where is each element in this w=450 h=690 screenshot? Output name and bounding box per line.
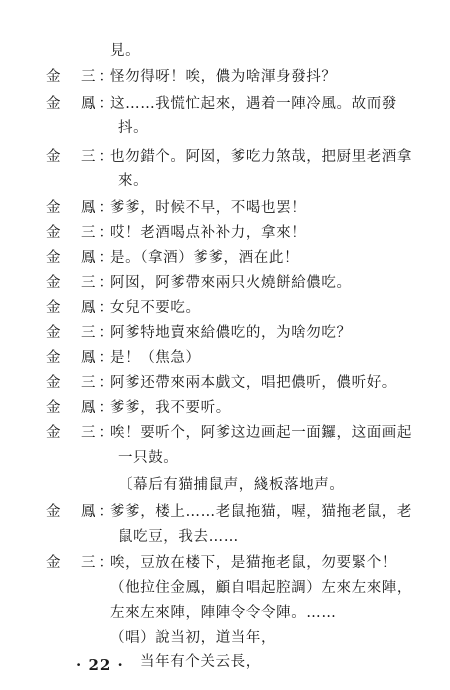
speaker-label: 金 三： <box>46 225 116 241</box>
speaker-label: 金 三： <box>46 325 116 341</box>
dialogue-text: 爹爹，楼上……老鼠拖猫，喔，猫拖老鼠，老 <box>110 504 412 520</box>
dialogue-text: 是。（拿酒）爹爹，酒在此！ <box>110 250 300 266</box>
speaker-label: 金 鳳： <box>46 400 116 416</box>
speaker-label: 金 鳳： <box>46 200 116 216</box>
speaker-label: 金 三： <box>46 555 116 571</box>
dialogue-text: 抖。 <box>118 120 149 136</box>
speaker-label: 金 三： <box>46 69 116 85</box>
speaker-label: 金 三： <box>46 149 116 165</box>
speaker-label: 金 三： <box>46 275 116 291</box>
dialogue-text: 这……我慌忙起來，遇着一陣冷風。故而發 <box>110 96 397 112</box>
speaker-label: 金 鳳： <box>46 96 116 112</box>
dialogue-text: 一只鼓。 <box>118 450 179 466</box>
speaker-label: 金 鳳： <box>46 250 116 266</box>
dialogue-text: 來。 <box>118 173 149 189</box>
dialogue-text: 怪勿得呀！唉，儂为啥渾身發抖？ <box>110 69 337 85</box>
dialogue-text: 左來左來陣，陣陣令令令陣。…… <box>110 605 337 621</box>
dialogue-text: 唉，豆放在楼下，是猫拖老鼠，勿要緊个！ <box>110 555 397 571</box>
dialogue-text: 女兒不要吃。 <box>110 300 201 316</box>
dialogue-text: 爹爹，时候不早，不喝也罢！ <box>110 200 307 216</box>
sung-text: （唱）說当初，道当年， <box>110 630 277 646</box>
stage-direction: （他拉住金鳳，顧自唱起腔調）左來左來陣， <box>110 580 412 596</box>
speaker-label: 金 三： <box>46 375 116 391</box>
dialogue-text: 鼠吃豆，我去…… <box>118 529 239 545</box>
speaker-label: 金 三： <box>46 425 116 441</box>
dialogue-text: 是！（焦急） <box>110 350 201 366</box>
sung-text: 当年有个关云長， <box>140 654 261 670</box>
dialogue-text: 哎！老酒喝点补补力，拿來！ <box>110 225 307 241</box>
dialogue-text: 見。 <box>110 43 141 59</box>
dialogue-text: 阿爹特地賣來給儂吃的，为啥勿吃？ <box>110 325 352 341</box>
dialogue-text: 阿爹还帶來兩本戲文，唱把儂听，儂听好。 <box>110 375 397 391</box>
dialogue-text: 爹爹，我不要听。 <box>110 400 231 416</box>
stage-direction: 〔幕后有猫捕鼠声，綫板落地声。 <box>118 477 345 493</box>
dialogue-text: 也勿錯个。阿囡，爹吃力煞哉，把厨里老酒拿 <box>110 149 412 165</box>
dialogue-text: 唉！要听个，阿爹这边画起一面鑼，这面画起 <box>110 425 412 441</box>
speaker-label: 金 鳳： <box>46 350 116 366</box>
speaker-label: 金 鳳： <box>46 504 116 520</box>
speaker-label: 金 鳳： <box>46 300 116 316</box>
page-number: · 22 · <box>76 656 124 674</box>
dialogue-text: 阿囡，阿爹帶來兩只火燒餅給儂吃。 <box>110 275 352 291</box>
